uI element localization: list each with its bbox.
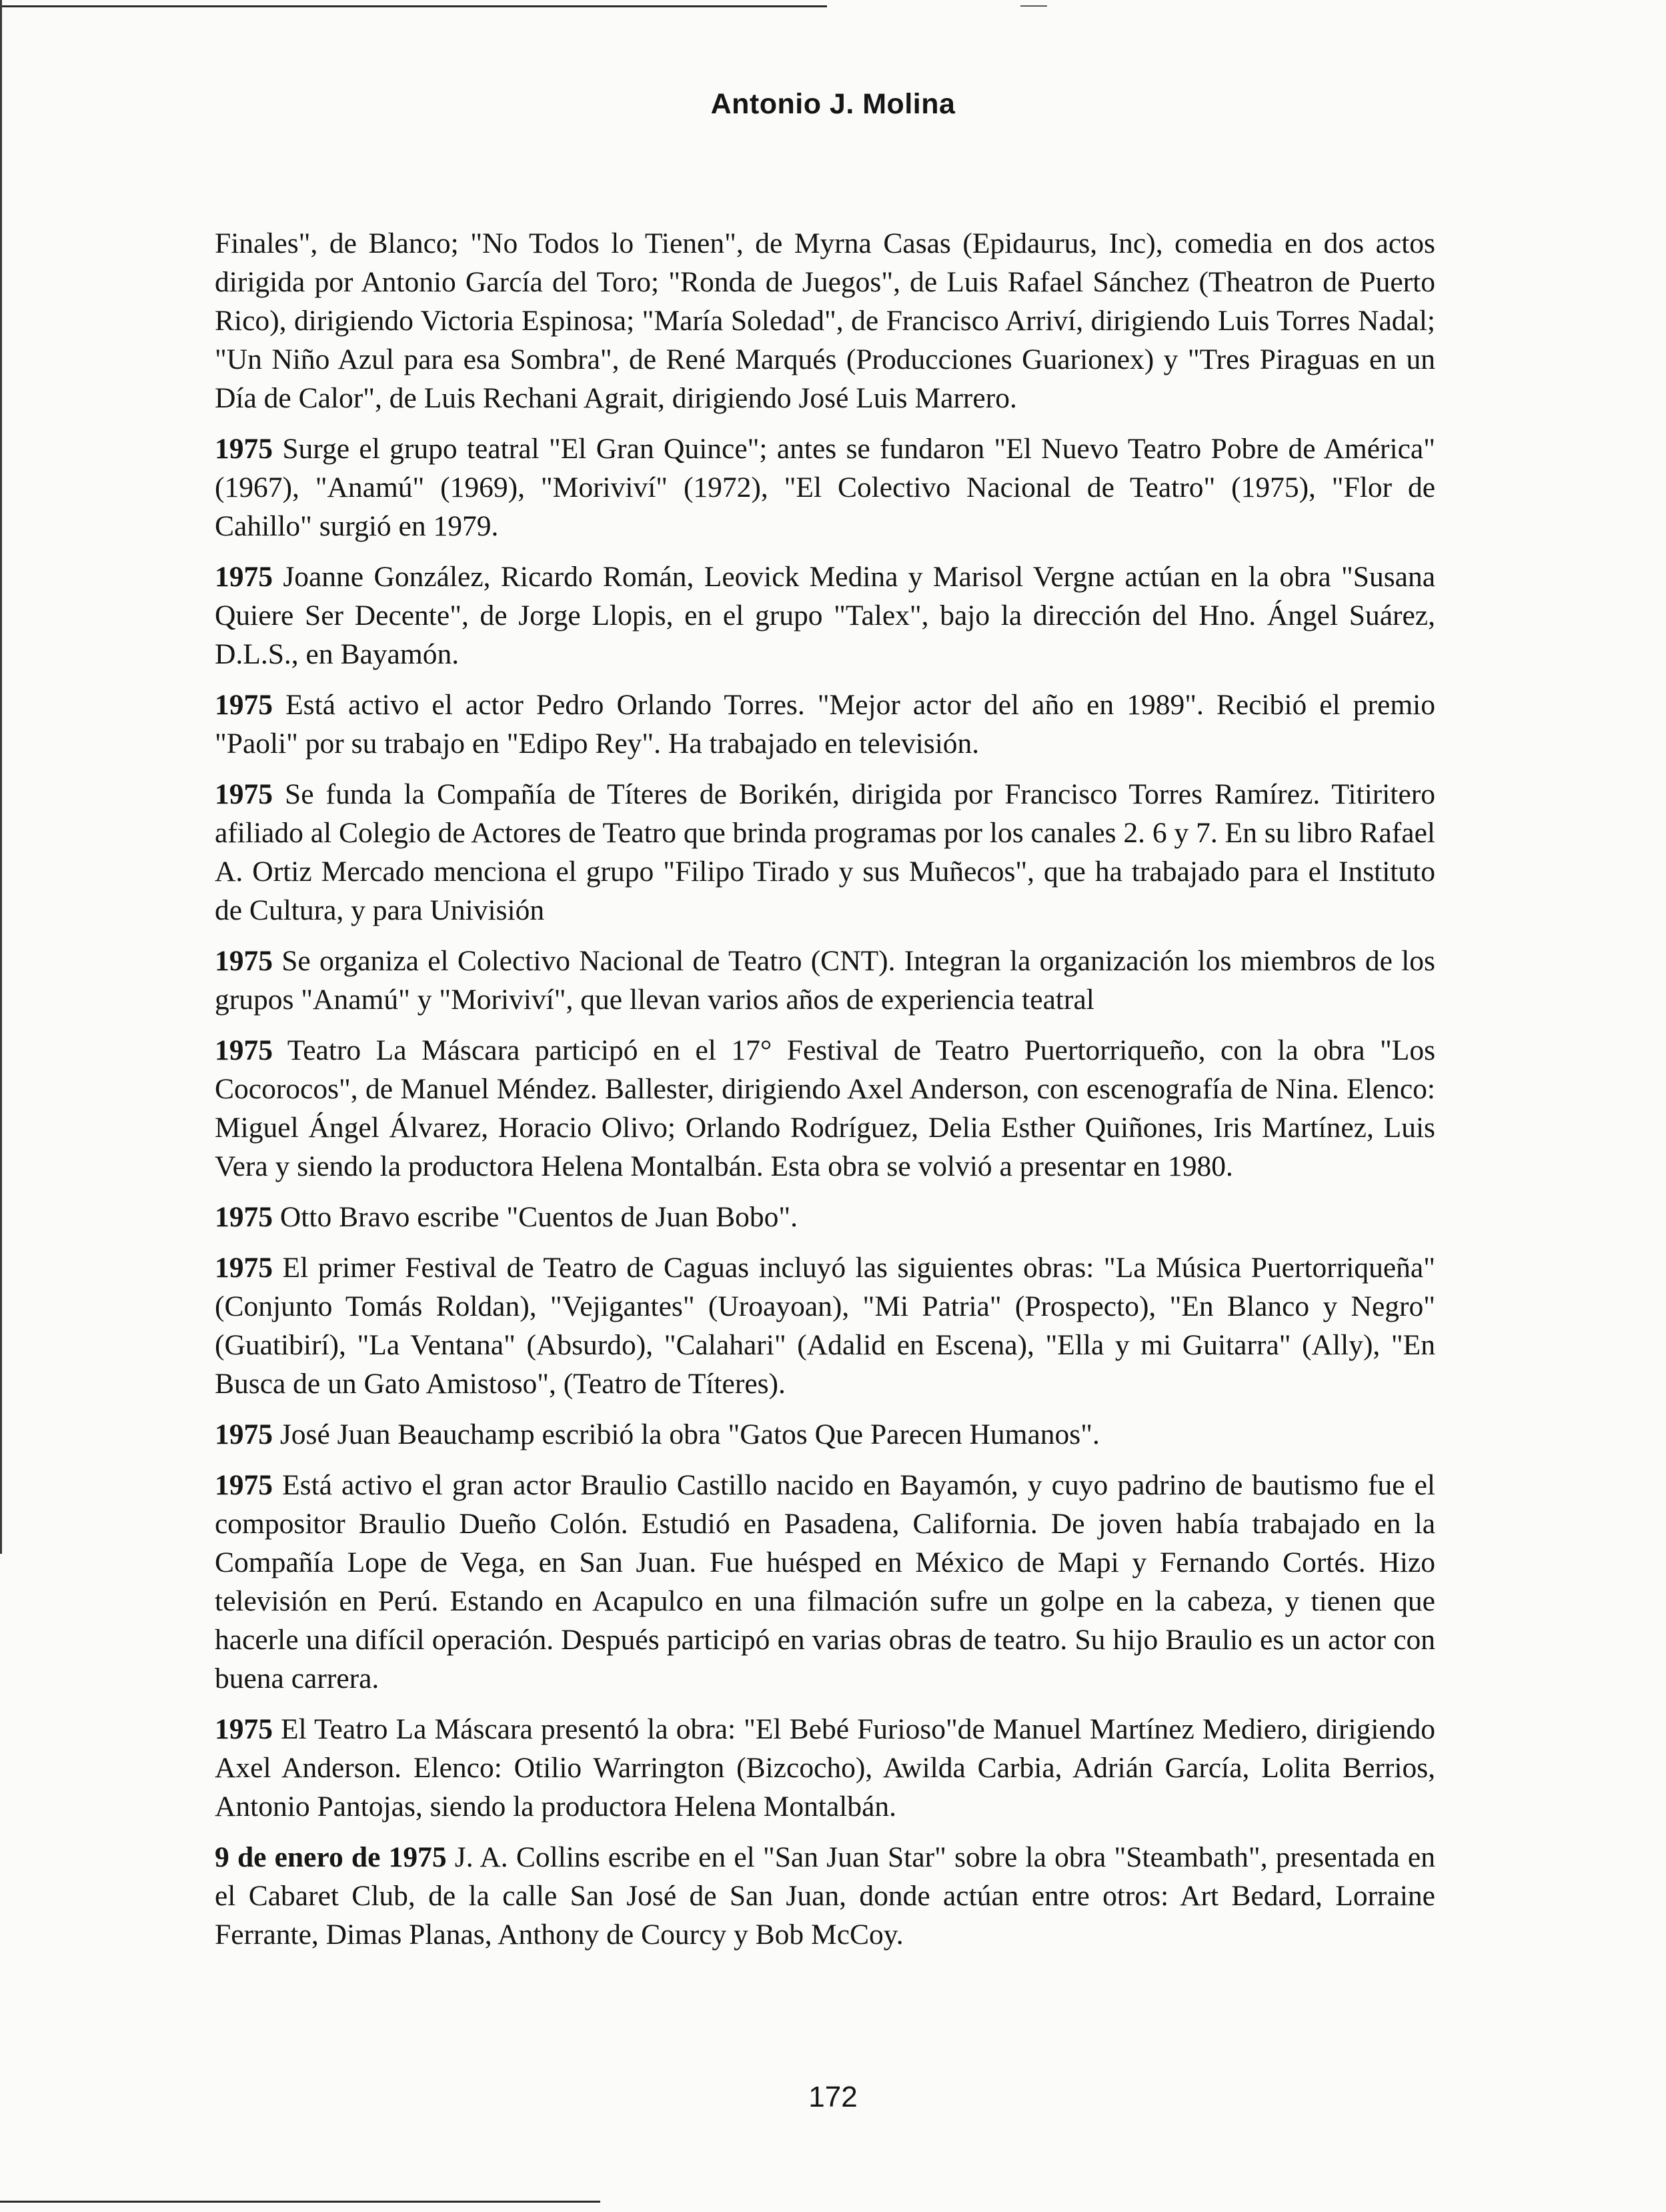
paragraph [215,1838,1435,1954]
page-number: 172 [808,2081,858,2113]
paragraph-date: 1975 [215,1713,273,1745]
paragraph-date: 1975 [215,561,273,593]
paragraph-text: El primer Festival de Teatro de Caguas incluyó las siguientes obras: "La Música Puertorriqueña" (Conjunto Tomás Roldan), "Vejigantes" (Uroayoan), "Mi Patria" (Prospecto), "En Blanco y Negro" (Guatibirí), "La Ventana" (Absurdo), "Calahari" (Adalid en Escena), "Ella y mi Guitarra" (Ally), "En Busca de un Gato Amistoso", (Teatro de Títeres). [215,1252,1435,1400]
paragraph-date: 1975 [215,1201,273,1233]
paragraph-text: Joanne González, Ricardo Román, Leovick Medina y Marisol Vergne actúan en la obra "Susana Quiere Ser Decente", de Jorge Llopis, en el grupo "Talex", bajo la dirección del Hno. Ángel Suárez, D.L.S., en Bayamón. [215,561,1435,670]
paragraph [215,1031,1435,1186]
body-text [215,224,1435,1966]
scan-border-left [0,0,2,1554]
paragraph [215,775,1435,930]
paragraph-date: 1975 [215,1252,273,1284]
paragraph-text: Se funda la Compañía de Títeres de Borikén, dirigida por Francisco Torres Ramírez. Titiritero afiliado al Colegio de Actores de Teatro que brinda programas por los canales 2. 6 y 7. En su libro Rafael A. Ortiz Mercado menciona el grupo "Filipo Tirado y sus Muñecos", que ha trabajado para el Instituto de Cultura, y para Univisión [215,778,1435,926]
paragraph-text: Teatro La Máscara participó en el 17° Festival de Teatro Puertorriqueño, con la obra "Los Cocorocos", de Manuel Méndez. Ballester, dirigiendo Axel Anderson, con escenografía de Nina. Elenco: Miguel Ángel Álvarez, Horacio Olivo; Orlando Rodríguez, Delia Esther Quiñones, Iris Martínez, Luis Vera y siendo la productora Helena Montalbán. Esta obra se volvió a presentar en 1980. [215,1034,1435,1182]
scan-border-bottom [0,2201,600,2203]
paragraph-text: Se organiza el Colectivo Nacional de Teatro (CNT). Integran la organización los miembros de los grupos "Anamú" y "Moriviví", que llevan varios años de experiencia teatral [215,945,1435,1016]
paragraph [215,942,1435,1019]
paragraph-date: 1975 [215,945,273,977]
paragraph-text: Otto Bravo escribe "Cuentos de Juan Bobo". [273,1201,798,1233]
paragraph-text: Finales", de Blanco; "No Todos lo Tienen", de Myrna Casas (Epidaurus, Inc), comedia en dos actos dirigida por Antonio García del Toro; "Ronda de Juegos", de Luis Rafael Sánchez (Theatron de Puerto Rico), dirigiendo Victoria Espinosa; "María Soledad", de Francisco Arriví, dirigiendo Luis Torres Nadal; "Un Niño Azul para esa Sombra", de René Marqués (Producciones Guarionex) y "Tres Piraguas en un Día de Calor", de Luis Rechani Agrait, dirigiendo José Luis Marrero. [215,227,1435,414]
paragraph-text: Está activo el actor Pedro Orlando Torres. "Mejor actor del año en 1989". Recibió el premio "Paoli" por su trabajo en "Edipo Rey". Ha trabajado en televisión. [215,689,1435,760]
paragraph-text: Está activo el gran actor Braulio Castillo nacido en Bayamón, y cuyo padrino de bautismo fue el compositor Braulio Dueño Colón. Estudió en Pasadena, California. De joven había trabajado en la Compañía Lope de Vega, en San Juan. Fue huésped en México de Mapi y Fernando Cortés. Hizo televisión en Perú. Estando en Acapulco en una filmación sufre un golpe en la cabeza, y tienen que hacerle una difícil operación. Después participó en varias obras de teatro. Su hijo Braulio es un actor con buena carrera. [215,1469,1435,1695]
paragraph [215,1198,1435,1236]
paragraph-date: 9 de enero de 1975 [215,1841,447,1873]
paragraph-text: El Teatro La Máscara presentó la obra: "El Bebé Furioso"de Manuel Martínez Mediero, dirigiendo Axel Anderson. Elenco: Otilio Warrington (Bizcocho), Awilda Carbia, Adrián García, Lolita Berrios, Antonio Pantojas, siendo la productora Helena Montalbán. [215,1713,1435,1823]
scan-mark-top [1020,5,1047,7]
paragraph [215,1248,1435,1403]
paragraph-date: 1975 [215,433,273,465]
paragraph [215,686,1435,763]
paragraph-date: 1975 [215,1034,273,1066]
paragraph [215,558,1435,674]
paragraph [215,1466,1435,1698]
paragraph-date: 1975 [215,1469,273,1501]
paragraph [215,429,1435,545]
paragraph-text: J. A. Collins escribe en el "San Juan Star" sobre la obra "Steambath", presentada en el Cabaret Club, de la calle San José de San Juan, donde actúan entre otros: Art Bedard, Lorraine Ferrante, Dimas Planas, Anthony de Courcy y Bob McCoy. [215,1841,1435,1951]
paragraph-text: Surge el grupo teatral "El Gran Quince"; antes se fundaron "El Nuevo Teatro Pobre de América" (1967), "Anamú" (1969), "Moriviví" (1972), "El Colectivo Nacional de Teatro" (1975), "Flor de Cahillo" surgió en 1979. [215,433,1435,542]
running-head: Antonio J. Molina [710,88,956,120]
paragraph [215,1415,1435,1454]
scan-border-top [0,5,827,7]
paragraph [215,1710,1435,1826]
paragraph-text: José Juan Beauchamp escribió la obra "Gatos Que Parecen Humanos". [273,1418,1100,1450]
paragraph-date: 1975 [215,1418,273,1450]
paragraph [215,224,1435,417]
paragraph-date: 1975 [215,689,273,721]
paragraph-date: 1975 [215,778,273,810]
